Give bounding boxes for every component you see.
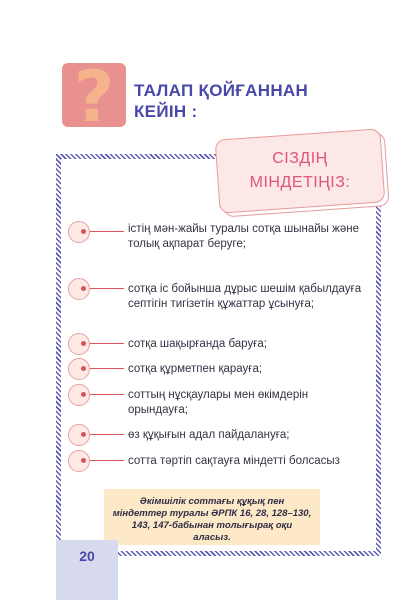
banner-text bbox=[217, 134, 383, 208]
bullet-line bbox=[90, 231, 124, 232]
bullet-line bbox=[90, 394, 124, 395]
list-item-text: істің мән-жайы туралы сотқа шынайы және толық ақпарат беруге; bbox=[128, 223, 359, 250]
bullet-line bbox=[90, 343, 124, 344]
page-title: ТАЛАП ҚОЙҒАННАН КЕЙІН : bbox=[134, 81, 309, 121]
list-item-text: сотқа шақырғанда баруға; bbox=[128, 338, 267, 350]
list-item-text: сотқа құрметпен қарауға; bbox=[128, 363, 263, 375]
question-mark-glyph: ? bbox=[73, 63, 115, 127]
bullet-line bbox=[90, 368, 124, 369]
duties-banner bbox=[215, 128, 386, 213]
list-item-text: соттың нұсқаулары мен өкімдерін орындауға; bbox=[128, 389, 309, 416]
bullet-icon bbox=[68, 278, 90, 300]
reference-note: Әкімшілік соттағы құқық пен міндеттер туралы ӘРПК 16, 28, 128–130, 143, 147-бабынан толығырақ оқи аласыз. bbox=[104, 489, 320, 545]
bullet-icon bbox=[68, 333, 90, 355]
question-mark-icon bbox=[62, 63, 126, 127]
bullet-line bbox=[90, 288, 124, 289]
bullet-line bbox=[90, 460, 124, 461]
bullet-icon bbox=[68, 384, 90, 406]
banner-line-1: СІЗДІҢ bbox=[272, 150, 328, 167]
page-number: 20 bbox=[79, 548, 95, 564]
bullet-icon bbox=[68, 358, 90, 380]
list-item-text: сотқа іс бойынша дұрыс шешім қабылдауға септігін тигізетін құжаттар ұсынуға; bbox=[128, 283, 362, 310]
list-item-text: өз құқығын адал пайдалануға; bbox=[128, 429, 290, 441]
list-item-text: сотта тәртіп сақтауға міндетті болсасыз bbox=[128, 455, 340, 467]
banner-line-2: МІНДЕТІҢІЗ: bbox=[249, 174, 351, 191]
bullet-icon bbox=[68, 221, 90, 243]
bullet-icon bbox=[68, 424, 90, 446]
bullet-line bbox=[90, 434, 124, 435]
bullet-icon bbox=[68, 450, 90, 472]
